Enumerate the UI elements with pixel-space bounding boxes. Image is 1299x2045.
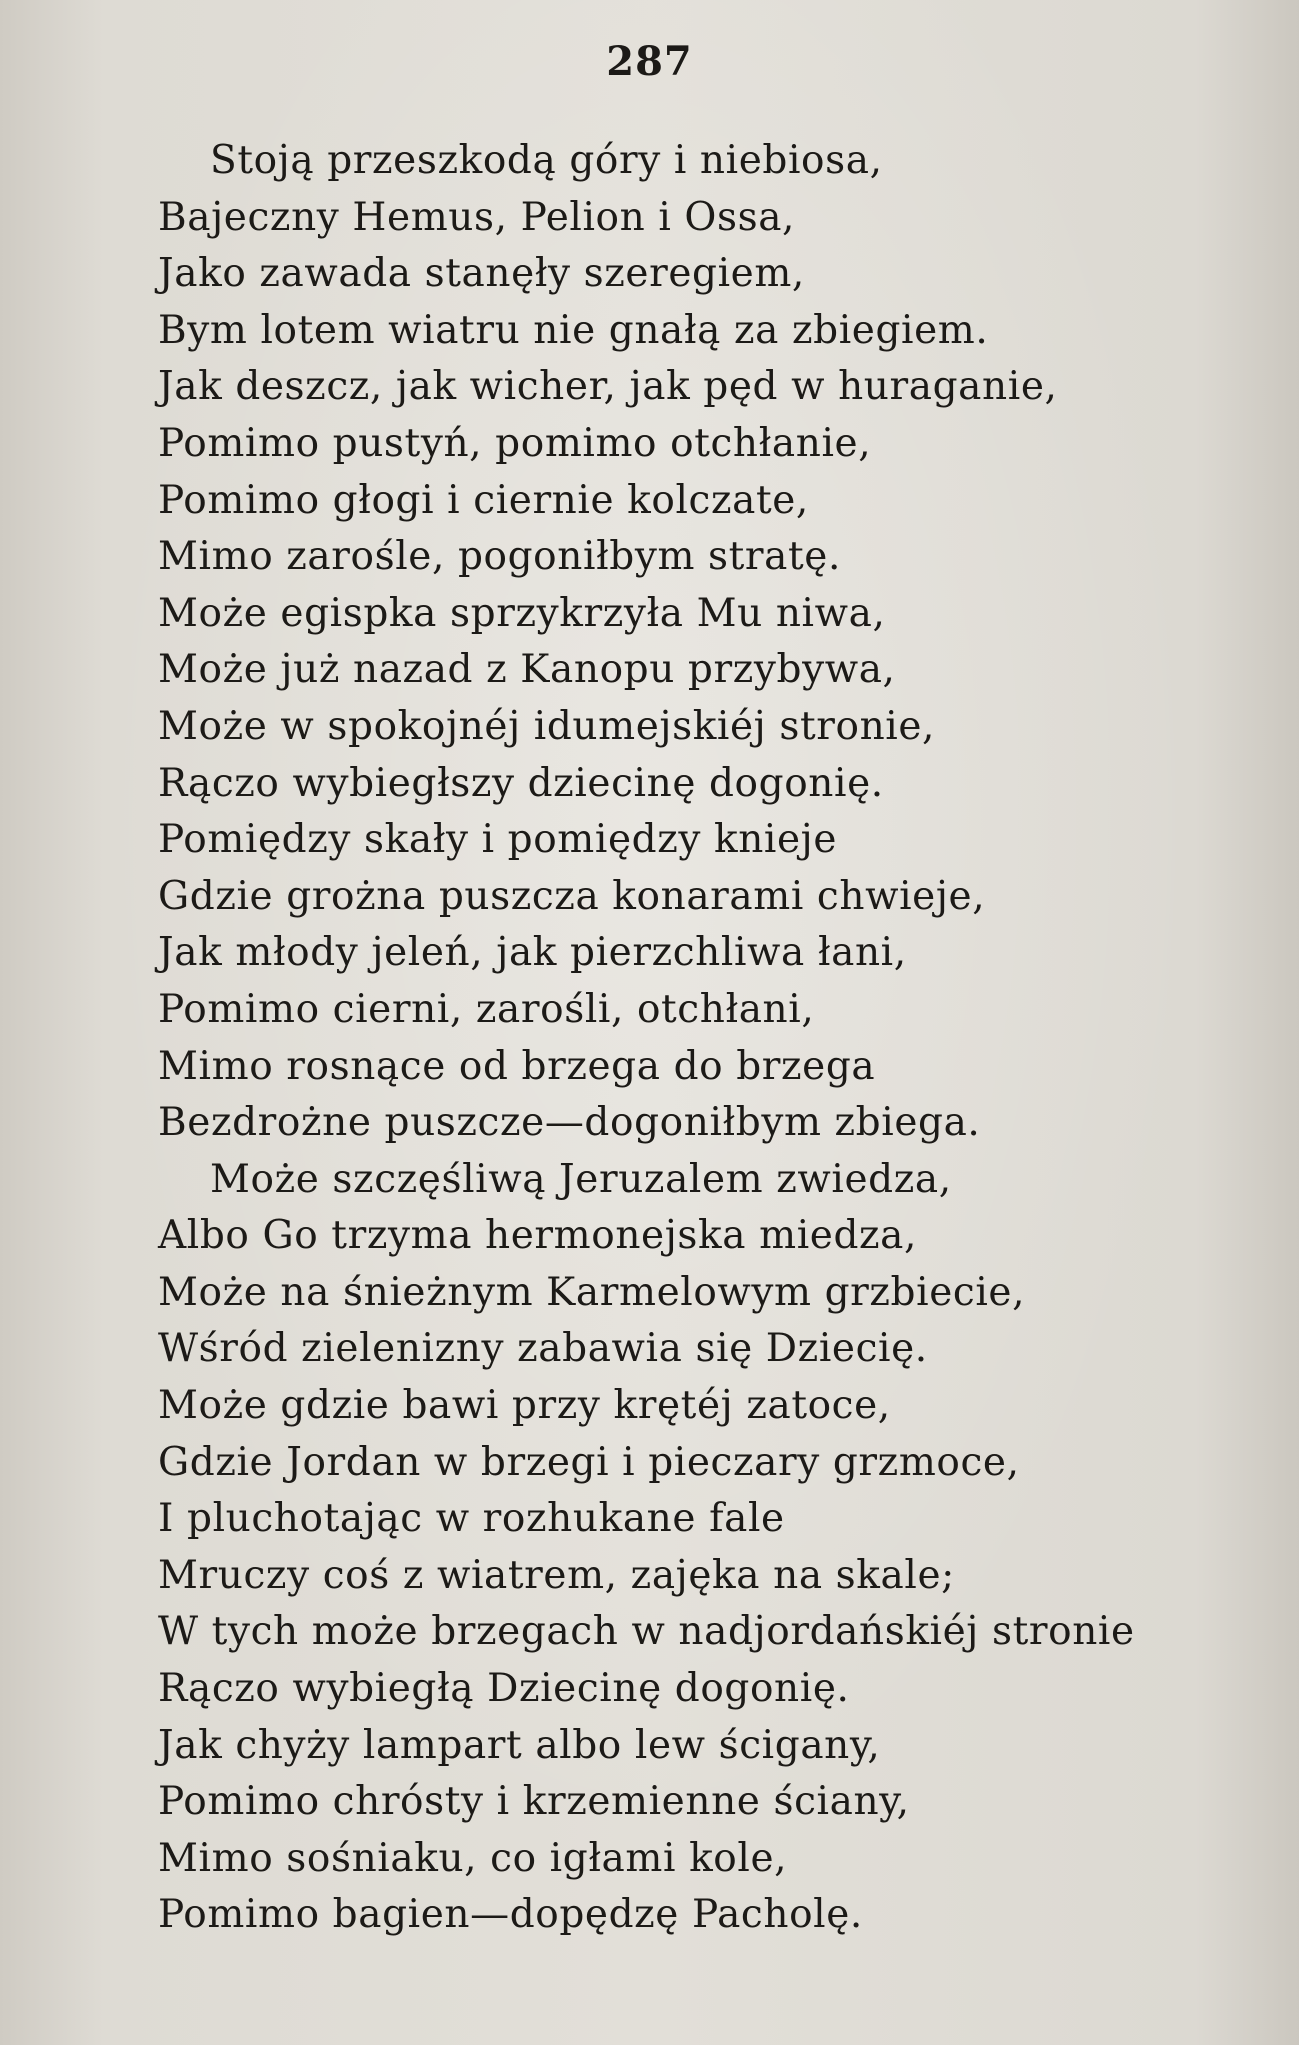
poem-line: Mruczy coś z wiatrem, zajęka na skale; xyxy=(158,1552,955,1598)
poem-line: Pomimo cierni, zarośli, otchłani, xyxy=(158,986,815,1032)
poem-line: Pomimo bagien—dopędzę Pacholę. xyxy=(158,1892,863,1938)
poem-line: Mimo zarośle, pogoniłbym stratę. xyxy=(158,534,841,580)
poem-line: Pomimo głogi i ciernie kolczate, xyxy=(158,477,809,523)
poem-line: Może w spokojnéj idumejskiéj stronie, xyxy=(158,703,936,749)
poem-line: Pomiędzy skały i pomiędzy knieje xyxy=(158,817,838,863)
poem-line: Wśród zielenizny zabawia się Dziecię. xyxy=(158,1326,928,1372)
poem-line: Rączo wybiegłszy dziecinę dogonię. xyxy=(158,760,884,806)
poem-line: Może gdzie bawi przy krętéj zatoce, xyxy=(158,1383,891,1429)
poem-line: Może na śnieżnym Karmelowym grzbiecie, xyxy=(158,1269,1026,1315)
poem-line: Mimo sośniaku, co igłami kole, xyxy=(158,1835,788,1881)
poem-line: Może szczęśliwą Jeruzalem zwiedza, xyxy=(210,1156,952,1202)
poem-line: Bajeczny Hemus, Pelion i Ossa, xyxy=(158,194,796,240)
poem-line: Bym lotem wiatru nie gnałą za zbiegiem. xyxy=(158,307,989,353)
poem-line: Pomimo pustyń, pomimo otchłanie, xyxy=(158,420,872,466)
poem-line: Gdzie grożna puszcza konarami chwieje, xyxy=(158,873,986,919)
poem-line: Jako zawada stanęły szeregiem, xyxy=(158,251,805,297)
poem-line: Bezdrożne puszcze—dogoniłbym zbiega. xyxy=(158,1100,981,1146)
poem-line: Może egispka sprzykrzyła Mu niwa, xyxy=(158,590,886,636)
poem-line: Może już nazad z Kanopu przybywa, xyxy=(158,647,896,693)
poem-line: Albo Go trzyma hermonejska miedza, xyxy=(158,1213,918,1259)
poem-line: W tych może brzegach w nadjordańskiéj stronie xyxy=(158,1609,1135,1655)
poem-line: Mimo rosnące od brzega do brzega xyxy=(158,1043,876,1089)
poem-text xyxy=(158,133,1268,1944)
poem-line: I pluchotając w rozhukane fale xyxy=(158,1496,785,1542)
poem-line: Jak młody jeleń, jak pierzchliwa łani, xyxy=(158,930,907,976)
poem-line: Pomimo chrósty i krzemienne ściany, xyxy=(158,1779,910,1825)
page-number: 287 xyxy=(606,38,693,85)
poem-line: Jak chyży lampart albo lew ścigany, xyxy=(158,1722,881,1768)
poem-line: Gdzie Jordan w brzegi i pieczary grzmoce, xyxy=(158,1439,1020,1485)
poem-line: Rączo wybiegłą Dziecinę dogonię. xyxy=(158,1666,850,1712)
poem-line: Stoją przeszkodą góry i niebiosa, xyxy=(210,138,883,183)
poem-line: Jak deszcz, jak wicher, jak pęd w huraganie, xyxy=(158,364,1058,410)
